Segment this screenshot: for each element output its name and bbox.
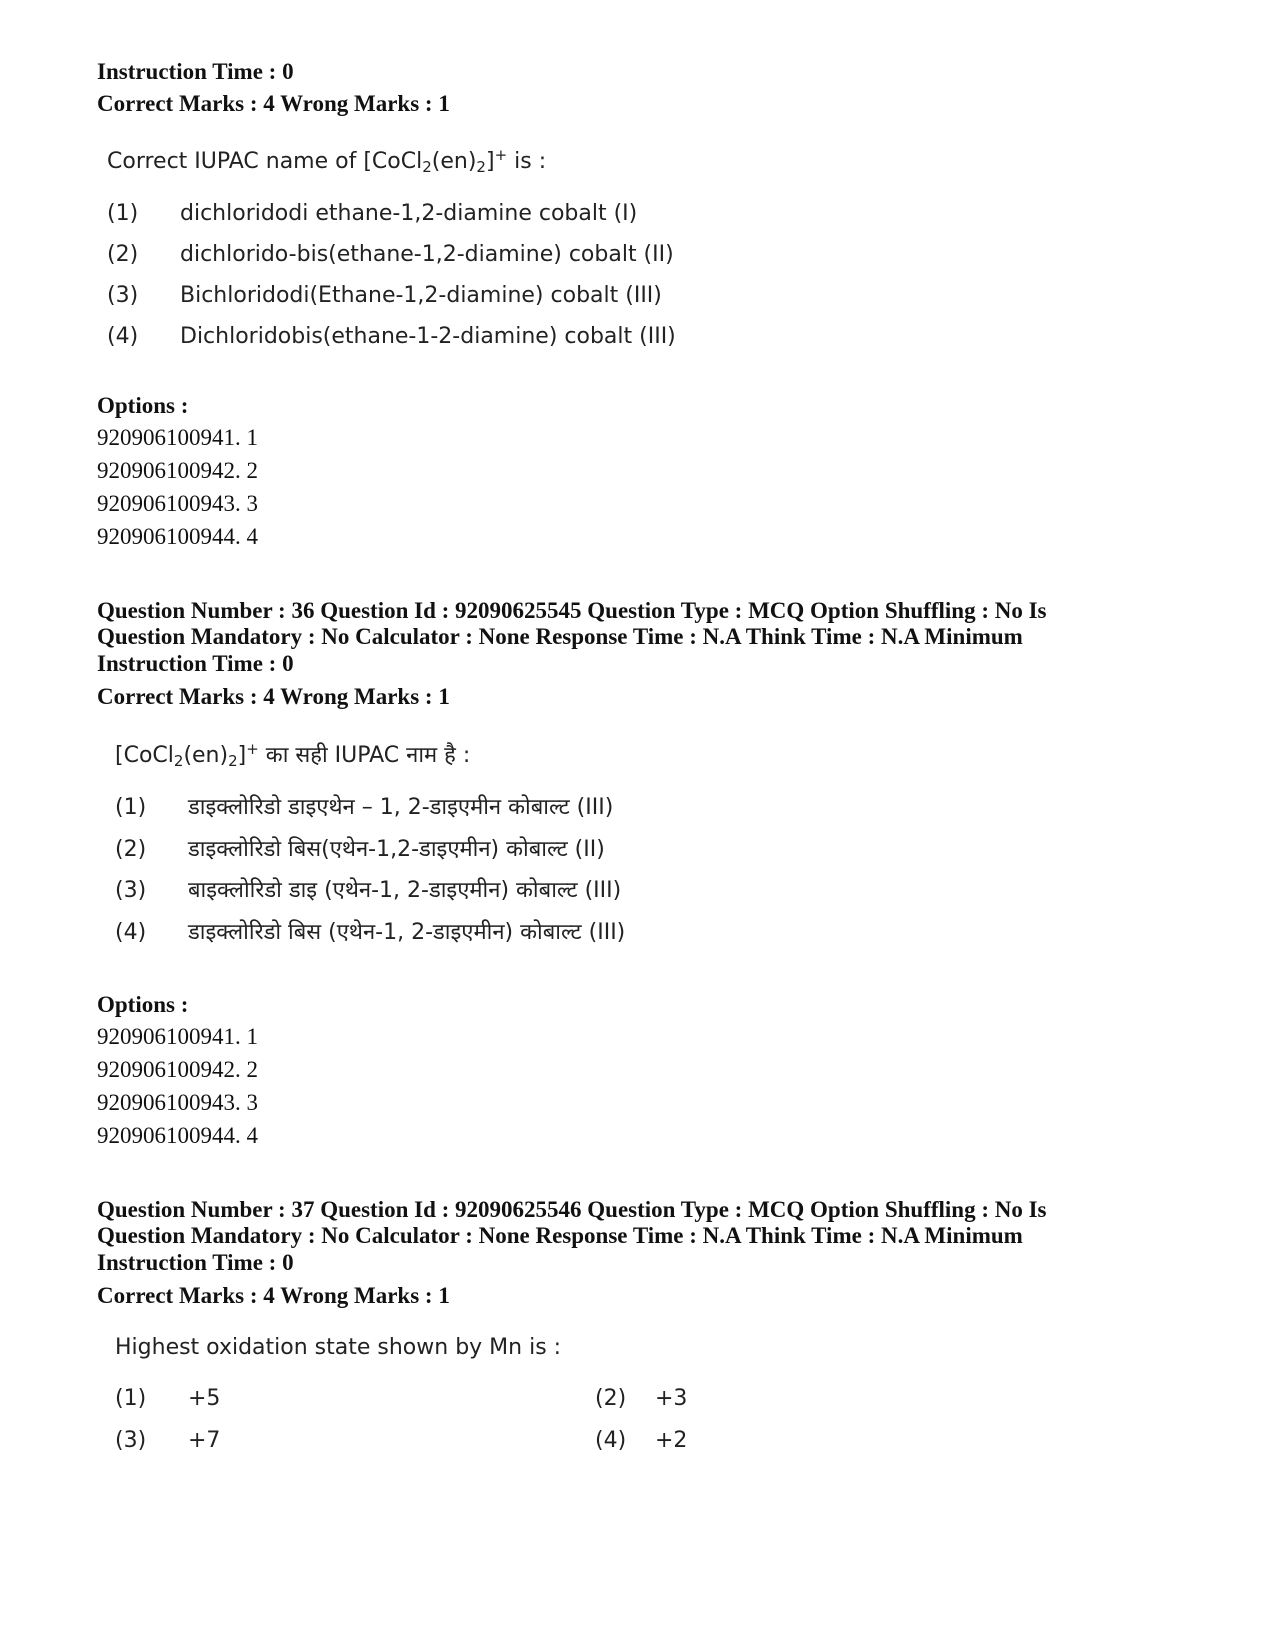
instruction-time-q36: Instruction Time : 0: [97, 651, 294, 676]
choice-text: +5: [188, 1386, 221, 1411]
choice-number: (1): [115, 1386, 147, 1411]
choice-text: dichlorido-bis(ethane-1,2-diamine) cobalt (II): [180, 242, 674, 267]
option-id: 920906100943. 3: [97, 491, 258, 516]
choice-number: (3): [107, 283, 139, 308]
question-header-q37: Question Number : 37 Question Id : 92090625546 Question Type : MCQ Option Shuffling : No Is: [97, 1197, 1047, 1222]
question-text-q35: Correct IUPAC name of $[CoCl_2(en)_2]^+$ is :: [107, 146, 547, 176]
choice-number: (2): [107, 242, 139, 267]
question-text-q36: $[CoCl_2(en)_2]^+$ का सही IUPAC नाम है :: [115, 740, 471, 770]
choice-text: +3: [655, 1386, 688, 1411]
option-id: 920906100942. 2: [97, 1057, 258, 1082]
option-id: 920906100941. 1: [97, 1024, 258, 1049]
choice-text: डाइक्लोरिडो डाइएथेन – 1, 2-डाइएमीन कोबाल्ट (III): [188, 795, 614, 820]
choice-number: (4): [595, 1428, 627, 1453]
instruction-time-q35: Instruction Time : 0: [97, 59, 294, 84]
option-id: 920906100941. 1: [97, 425, 258, 450]
question-header-q36: Question Number : 36 Question Id : 92090625545 Question Type : MCQ Option Shuffling : No Is: [97, 598, 1047, 623]
choice-text: डाइक्लोरिडो बिस (एथेन-1, 2-डाइएमीन) कोबाल्ट (III): [188, 920, 626, 945]
marks-q36: Correct Marks : 4 Wrong Marks : 1: [97, 684, 450, 709]
option-id: 920906100944. 4: [97, 524, 258, 549]
question-header-q37: Question Mandatory : No Calculator : None Response Time : N.A Think Time : N.A Minimum: [97, 1223, 1023, 1248]
choice-text: Bichloridodi(Ethane-1,2-diamine) cobalt (III): [180, 283, 662, 308]
choice-number: (4): [107, 324, 139, 349]
options-label-q35: Options :: [97, 393, 189, 418]
choice-text: dichloridodi ethane-1,2-diamine cobalt (I): [180, 201, 638, 226]
choice-number: (2): [115, 837, 147, 862]
option-id: 920906100944. 4: [97, 1123, 258, 1148]
choice-text: बाइक्लोरिडो डाइ (एथेन-1, 2-डाइएमीन) कोबाल्ट (III): [188, 878, 622, 903]
choice-text: +7: [188, 1428, 221, 1453]
option-id: 920906100942. 2: [97, 458, 258, 483]
question-header-q36: Question Mandatory : No Calculator : None Response Time : N.A Think Time : N.A Minimum: [97, 624, 1023, 649]
choice-number: (3): [115, 878, 147, 903]
choice-text: Dichloridobis(ethane-1-2-diamine) cobalt (III): [180, 324, 676, 349]
choice-number: (1): [107, 201, 139, 226]
choice-number: (4): [115, 920, 147, 945]
options-label-q36: Options :: [97, 992, 189, 1017]
instruction-time-q37: Instruction Time : 0: [97, 1250, 294, 1275]
marks-q35: Correct Marks : 4 Wrong Marks : 1: [97, 91, 450, 116]
choice-number: (3): [115, 1428, 147, 1453]
choice-number: (1): [115, 795, 147, 820]
marks-q37: Correct Marks : 4 Wrong Marks : 1: [97, 1283, 450, 1308]
choice-text: +2: [655, 1428, 688, 1453]
option-id: 920906100943. 3: [97, 1090, 258, 1115]
choice-text: डाइक्लोरिडो बिस(एथेन-1,2-डाइएमीन) कोबाल्ट (II): [188, 837, 605, 862]
question-text-q37: Highest oxidation state shown by Mn is :: [115, 1335, 562, 1360]
choice-number: (2): [595, 1386, 627, 1411]
